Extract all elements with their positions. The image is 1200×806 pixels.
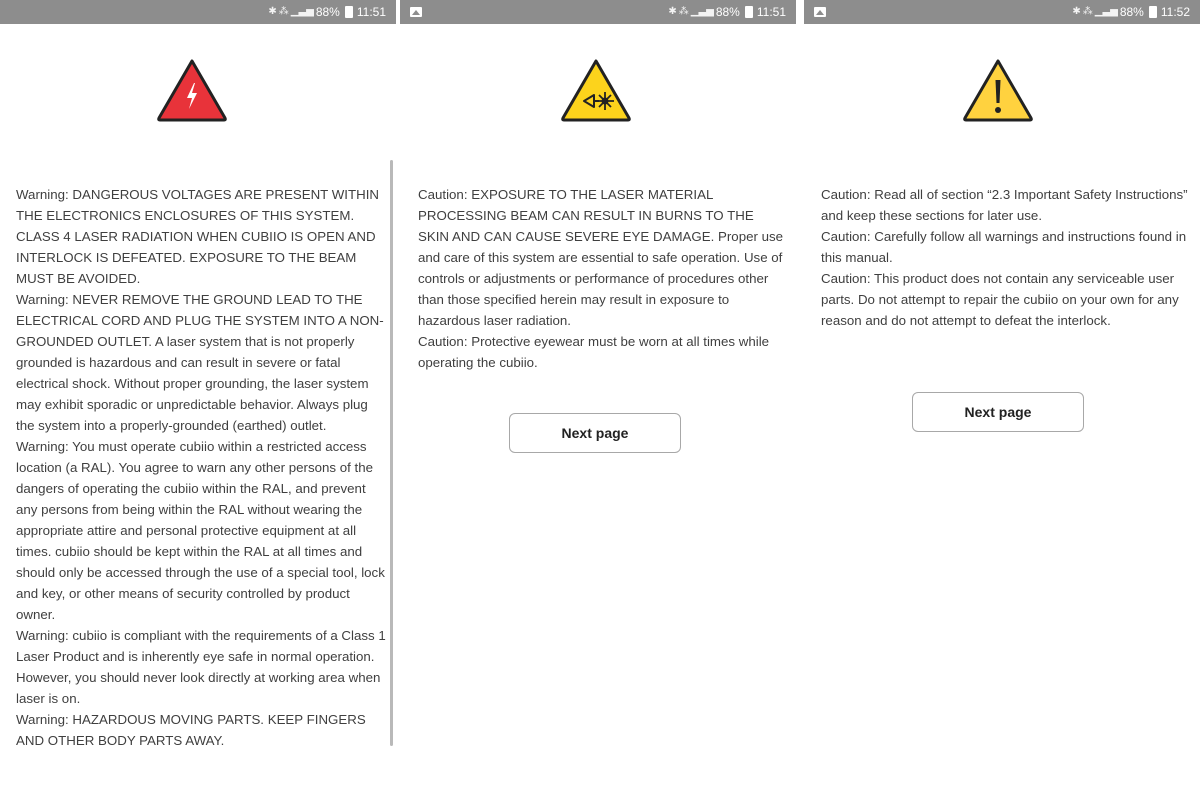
status-icons [1072, 0, 1190, 24]
status-bar [804, 0, 1200, 24]
status-time: 11:51 [756, 5, 786, 19]
battery-percentage: 88% [1119, 5, 1144, 19]
bluetooth-icon: ✱ [268, 6, 277, 17]
status-icons [268, 0, 386, 24]
caution-text: Caution: Read all of section “2.3 Important Safety Instructions” and keep these sections for later use. Caution: Carefully follow all warnings and instructions found in this manual. Caution: This product does not contain any serviceable user parts. Do not attempt to repair the cubiio on your own for any reason and do not attempt to defeat the interlock. [821, 187, 1188, 328]
status-bar [400, 0, 796, 24]
gallery-icon [814, 7, 826, 17]
status-time: 11:52 [1160, 5, 1190, 19]
scrollbar[interactable] [390, 160, 393, 746]
signal-icon: ▁▃▅ [290, 6, 314, 17]
status-time: 11:51 [356, 5, 386, 19]
next-page-button[interactable]: Next page [912, 392, 1084, 432]
signal-icon: ▁▃▅ [690, 6, 714, 17]
bluetooth-icon: ✱ [668, 6, 677, 17]
bluetooth-icon: ✱ [1072, 6, 1081, 17]
next-page-button[interactable]: Next page [509, 413, 681, 453]
screen-general-caution [804, 0, 1200, 806]
notification-icons [814, 0, 826, 24]
warning-text: Warning: DANGEROUS VOLTAGES ARE PRESENT WITHIN THE ELECTRONICS ENCLOSURES OF THIS SYSTEM. CLASS 4 LASER RADIATION WHEN CUBIIO IS OPEN AND INTERLOCK IS DEFEATED. EXPOSURE TO THE BEAM MUST BE AVOIDED. Warning: NEVER REMOVE THE GROUND LEAD TO THE ELECTRICAL CORD AND PLUG THE SYSTEM INTO A NON-GROUNDED OUTLET. A laser system that is not properly grounded is hazardous and can result in severe or fatal electrical shock. Without proper grounding, the laser system may exhibit sporadic or unpredictable behavior. Always plug the system into a properly-grounded (earthed) outlet. Warning: You must operate cubiio within a restricted access location (a RAL). You agree to warn any other persons of the dangers of operating the cubiio within the RAL, and prevent any persons from being within the RAL without wearing the appropriate attire and personal protective equipment at all times. cubiio should be kept within the RAL at all times and should only be accessed through the use of a special tool, lock and key, or other means of security controlled by product owner. Warning: cubiio is compliant with the requirements of a Class 1 Laser Product and is inherently eye safe in normal operation. However, you should never look directly at working area when laser is on. Warning: HAZARDOUS MOVING PARTS. KEEP FINGERS AND OTHER BODY PARTS AWAY. [16, 187, 386, 748]
battery-percentage: 88% [715, 5, 740, 19]
caution-text: Caution: EXPOSURE TO THE LASER MATERIAL PROCESSING BEAM CAN RESULT IN BURNS TO THE SKIN AND CAN CAUSE SEVERE EYE DAMAGE. Proper use and care of this system are essential to safe operation. Use of controls or adjustments or performance of procedures other than those specified herein may result in exposure to hazardous laser radiation. Caution: Protective eyewear must be worn at all times while operating the cubiio. [418, 187, 784, 370]
exclamation-warning-icon [962, 58, 1034, 122]
battery-icon [745, 6, 753, 18]
battery-percentage: 88% [315, 5, 340, 19]
signal-icon: ▁▃▅ [1094, 6, 1118, 17]
status-icons [668, 0, 786, 24]
battery-icon [1149, 6, 1157, 18]
notification-icons [410, 0, 422, 24]
screen-laser-caution [400, 0, 796, 806]
battery-icon [345, 6, 353, 18]
status-bar [0, 0, 396, 24]
gallery-icon [410, 7, 422, 17]
laser-radiation-icon [560, 58, 632, 122]
lte-icon: ⁂ [278, 6, 289, 17]
lte-icon: ⁂ [1082, 6, 1093, 17]
high-voltage-icon [156, 58, 228, 122]
lte-icon: ⁂ [678, 6, 689, 17]
screen-electrical-warning [0, 0, 396, 806]
